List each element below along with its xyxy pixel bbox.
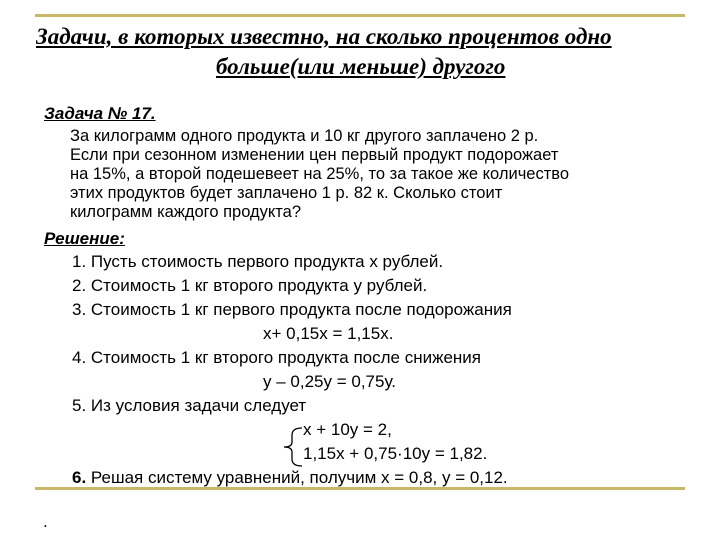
- bottom-rule: [35, 487, 685, 490]
- footer-dot: .: [43, 512, 48, 531]
- problem-line: Если при сезонном изменении цен первый продукт подорожает: [70, 146, 559, 164]
- slide-title-line-1: Задачи, в которых известно, на сколько процентов одно: [36, 24, 612, 49]
- system-brace: [272, 426, 306, 468]
- solution-step-4: 4. Стоимость 1 кг второго продукта после снижения: [72, 348, 482, 367]
- solution-step-3: 3. Стоимость 1 кг первого продукта после подорожания: [72, 300, 512, 319]
- solution-step-5: 5. Из условия задачи следует: [72, 396, 307, 415]
- system-equation-1: х + 10у = 2,: [303, 420, 392, 439]
- problem-line: на 15%, а второй подешевеет на 25%, то за такое же количество: [70, 165, 570, 183]
- solution-step-1: 1. Пусть стоимость первого продукта х рублей.: [72, 252, 444, 271]
- formula-price-decrease: у – 0,25у = 0,75у.: [263, 372, 396, 391]
- problem-line: За килограмм одного продукта и 10 кг другого заплачено 2 р.: [70, 127, 539, 145]
- step-6-text: Решая систему уравнений, получим х = 0,8, у = 0,12.: [86, 468, 508, 487]
- solution-step-6: [72, 467, 508, 489]
- system-equation-2: 1,15х + 0,75·10у = 1,82.: [303, 444, 488, 463]
- problem-heading: Задача № 17.: [44, 104, 156, 123]
- problem-line: этих продуктов будет заплачено 1 р. 82 к. Сколько стоит: [70, 184, 503, 202]
- formula-price-increase: х+ 0,15х = 1,15х.: [263, 324, 394, 343]
- solution-heading: Решение:: [44, 229, 125, 248]
- step-6-number: 6.: [72, 468, 87, 487]
- solution-step-2: 2. Стоимость 1 кг второго продукта у рублей.: [72, 276, 428, 295]
- problem-statement: [70, 127, 690, 222]
- title-top-rule: [35, 14, 685, 17]
- slide-title-line-2: больше(или меньше) другого: [216, 54, 506, 79]
- slide-title: [36, 22, 720, 82]
- problem-line: килограмм каждого продукта?: [70, 203, 302, 221]
